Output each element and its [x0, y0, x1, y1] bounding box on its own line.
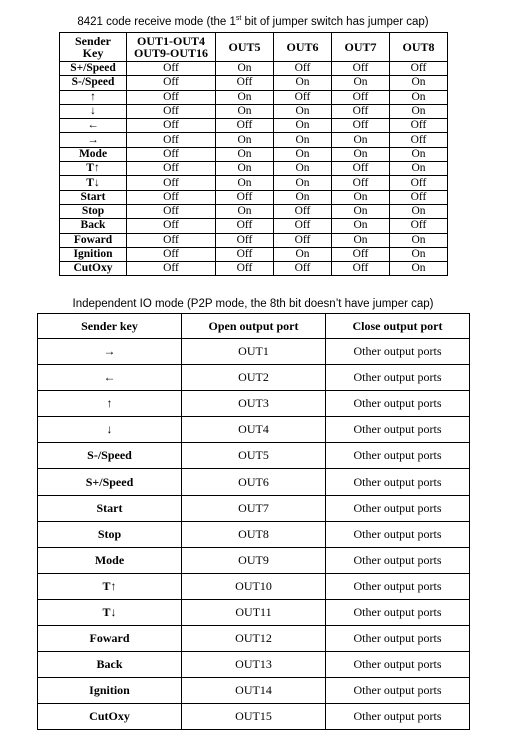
value-cell: Other output ports — [326, 704, 470, 730]
table-header-row — [60, 33, 448, 62]
value-cell: Other output ports — [326, 573, 470, 599]
table-header-row — [38, 314, 470, 339]
sender-key-cell: T↑ — [38, 573, 182, 599]
value-cell: Off — [216, 247, 274, 261]
value-cell: On — [274, 104, 332, 118]
header-close-output-port: Close output port — [326, 314, 470, 339]
value-cell: OUT9 — [182, 547, 326, 573]
value-cell: Off — [127, 262, 216, 276]
value-cell: On — [390, 247, 448, 261]
value-cell: Off — [216, 190, 274, 204]
sender-key-cell: Back — [38, 652, 182, 678]
sender-key-cell: ← — [38, 365, 182, 391]
value-cell: Off — [127, 190, 216, 204]
value-cell: OUT1 — [182, 339, 326, 365]
section1-title-post: bit of jumper switch has jumper cap) — [241, 16, 429, 28]
value-cell: OUT4 — [182, 417, 326, 443]
table-row — [60, 204, 448, 218]
value-cell: Other output ports — [326, 469, 470, 495]
table-row — [38, 443, 470, 469]
sender-key-cell: ↓ — [38, 417, 182, 443]
value-cell: On — [332, 219, 390, 233]
value-cell: On — [390, 162, 448, 176]
value-cell: Off — [216, 76, 274, 90]
table-row — [38, 678, 470, 704]
sender-key-cell: Ignition — [60, 247, 127, 261]
value-cell: On — [390, 104, 448, 118]
value-cell: Off — [390, 119, 448, 133]
value-cell: Off — [127, 247, 216, 261]
value-cell: On — [332, 133, 390, 147]
sender-key-cell: S-/Speed — [60, 76, 127, 90]
value-cell: Off — [274, 204, 332, 218]
value-cell: Other output ports — [326, 339, 470, 365]
header-out7: OUT7 — [332, 33, 390, 62]
value-cell: Other output ports — [326, 495, 470, 521]
value-cell: OUT8 — [182, 521, 326, 547]
code-receive-table — [59, 32, 448, 276]
sender-key-cell: Start — [38, 495, 182, 521]
table-row — [60, 133, 448, 147]
value-cell: Off — [127, 162, 216, 176]
value-cell: Off — [127, 147, 216, 161]
value-cell: On — [332, 76, 390, 90]
value-cell: Off — [274, 262, 332, 276]
sender-key-cell: Ignition — [38, 678, 182, 704]
value-cell: On — [390, 76, 448, 90]
header-sender-key: Sender Key — [60, 33, 127, 62]
value-cell: Other output ports — [326, 678, 470, 704]
section1-title-sup: st — [235, 15, 242, 23]
table-row — [38, 391, 470, 417]
value-cell: Off — [127, 133, 216, 147]
table-row — [60, 262, 448, 276]
value-cell: On — [216, 204, 274, 218]
value-cell: Off — [216, 233, 274, 247]
sender-key-cell: → — [38, 339, 182, 365]
table-row — [60, 90, 448, 104]
header-sender-key: Sender key — [38, 314, 182, 339]
value-cell: OUT12 — [182, 626, 326, 652]
value-cell: OUT5 — [182, 443, 326, 469]
value-cell: Other output ports — [326, 547, 470, 573]
table-row — [38, 417, 470, 443]
sender-key-cell: ↑ — [38, 391, 182, 417]
sender-key-cell: Foward — [38, 626, 182, 652]
table-row — [60, 147, 448, 161]
value-cell: On — [216, 162, 274, 176]
sender-key-cell: Mode — [60, 147, 127, 161]
value-cell: On — [274, 162, 332, 176]
sender-key-cell: Start — [60, 190, 127, 204]
sender-key-cell: Stop — [60, 204, 127, 218]
value-cell: Off — [390, 190, 448, 204]
header-out5: OUT5 — [216, 33, 274, 62]
value-cell: Other output ports — [326, 443, 470, 469]
value-cell: Off — [127, 90, 216, 104]
table-row — [60, 233, 448, 247]
value-cell: On — [274, 147, 332, 161]
value-cell: OUT7 — [182, 495, 326, 521]
value-cell: Off — [127, 219, 216, 233]
value-cell: OUT10 — [182, 573, 326, 599]
value-cell: Off — [127, 204, 216, 218]
table-row — [38, 495, 470, 521]
value-cell: Other output ports — [326, 417, 470, 443]
table-row — [60, 119, 448, 133]
value-cell: OUT15 — [182, 704, 326, 730]
sender-key-cell: Mode — [38, 547, 182, 573]
value-cell: Other output ports — [326, 365, 470, 391]
sender-key-cell: S+/Speed — [60, 62, 127, 76]
value-cell: On — [216, 104, 274, 118]
value-cell: OUT13 — [182, 652, 326, 678]
sender-key-cell: Stop — [38, 521, 182, 547]
value-cell: On — [216, 176, 274, 190]
value-cell: OUT14 — [182, 678, 326, 704]
value-cell: Off — [274, 62, 332, 76]
table-row — [38, 547, 470, 573]
value-cell: OUT6 — [182, 469, 326, 495]
code-receive-table-body — [60, 62, 448, 276]
value-cell: Other output ports — [326, 652, 470, 678]
sender-key-cell: CutOxy — [38, 704, 182, 730]
table-row — [38, 573, 470, 599]
value-cell: On — [332, 147, 390, 161]
value-cell: Off — [127, 233, 216, 247]
sender-key-cell: S-/Speed — [38, 443, 182, 469]
value-cell: Off — [127, 119, 216, 133]
table-row — [60, 162, 448, 176]
value-cell: OUT2 — [182, 365, 326, 391]
table-row — [60, 62, 448, 76]
value-cell: On — [390, 233, 448, 247]
value-cell: On — [390, 147, 448, 161]
value-cell: Other output ports — [326, 599, 470, 625]
table-row — [38, 652, 470, 678]
value-cell: On — [274, 76, 332, 90]
table-row — [38, 469, 470, 495]
value-cell: On — [274, 190, 332, 204]
table-row — [60, 190, 448, 204]
header-out1-out4: OUT1-OUT4 OUT9-OUT16 — [127, 33, 216, 62]
sender-key-cell: ← — [60, 119, 127, 133]
independent-io-table-body — [38, 339, 470, 730]
table-row — [38, 339, 470, 365]
value-cell: Off — [274, 90, 332, 104]
sender-key-cell: Foward — [60, 233, 127, 247]
sender-key-cell: ↓ — [60, 104, 127, 118]
value-cell: On — [216, 62, 274, 76]
sender-key-cell: Back — [60, 219, 127, 233]
header-out6: OUT6 — [274, 33, 332, 62]
section1-title-pre: 8421 code receive mode (the 1 — [77, 16, 236, 28]
sender-key-cell: CutOxy — [60, 262, 127, 276]
value-cell: On — [216, 147, 274, 161]
value-cell: Off — [274, 233, 332, 247]
value-cell: Off — [127, 76, 216, 90]
header-out8: OUT8 — [390, 33, 448, 62]
value-cell: On — [332, 233, 390, 247]
value-cell: Off — [127, 176, 216, 190]
value-cell: Off — [274, 219, 332, 233]
value-cell: Off — [390, 219, 448, 233]
value-cell: Other output ports — [326, 626, 470, 652]
value-cell: Off — [216, 119, 274, 133]
table-row — [38, 365, 470, 391]
value-cell: On — [216, 90, 274, 104]
value-cell: On — [332, 190, 390, 204]
table-row — [38, 626, 470, 652]
value-cell: On — [274, 133, 332, 147]
section1-title — [0, 15, 506, 29]
value-cell: On — [390, 262, 448, 276]
sender-key-cell: T↓ — [60, 176, 127, 190]
table-row — [38, 704, 470, 730]
value-cell: On — [274, 247, 332, 261]
value-cell: On — [390, 204, 448, 218]
value-cell: Other output ports — [326, 391, 470, 417]
value-cell: Off — [332, 247, 390, 261]
value-cell: On — [390, 90, 448, 104]
value-cell: OUT11 — [182, 599, 326, 625]
value-cell: Off — [390, 176, 448, 190]
value-cell: Off — [332, 262, 390, 276]
value-cell: Off — [127, 62, 216, 76]
value-cell: On — [332, 204, 390, 218]
sender-key-cell: T↑ — [60, 162, 127, 176]
table-row — [38, 521, 470, 547]
value-cell: Off — [332, 176, 390, 190]
table-row — [60, 76, 448, 90]
sender-key-cell: → — [60, 133, 127, 147]
independent-io-table — [37, 313, 470, 730]
value-cell: On — [274, 119, 332, 133]
section2-title: Independent IO mode (P2P mode, the 8th bit doesn’t have jumper cap) — [72, 298, 434, 310]
value-cell: OUT3 — [182, 391, 326, 417]
value-cell: On — [216, 133, 274, 147]
value-cell: Off — [390, 62, 448, 76]
value-cell: On — [274, 176, 332, 190]
value-cell: Off — [332, 119, 390, 133]
sender-key-cell: ↑ — [60, 90, 127, 104]
header-open-output-port: Open output port — [182, 314, 326, 339]
table-row — [60, 247, 448, 261]
value-cell: Off — [332, 162, 390, 176]
value-cell: Off — [216, 219, 274, 233]
table-row — [38, 599, 470, 625]
table-row — [60, 219, 448, 233]
value-cell: Off — [332, 90, 390, 104]
value-cell: Off — [332, 62, 390, 76]
table-row — [60, 104, 448, 118]
sender-key-cell: T↓ — [38, 599, 182, 625]
sender-key-cell: S+/Speed — [38, 469, 182, 495]
value-cell: Off — [390, 133, 448, 147]
value-cell: Off — [332, 104, 390, 118]
value-cell: Other output ports — [326, 521, 470, 547]
table-row — [60, 176, 448, 190]
value-cell: Off — [216, 262, 274, 276]
value-cell: Off — [127, 104, 216, 118]
